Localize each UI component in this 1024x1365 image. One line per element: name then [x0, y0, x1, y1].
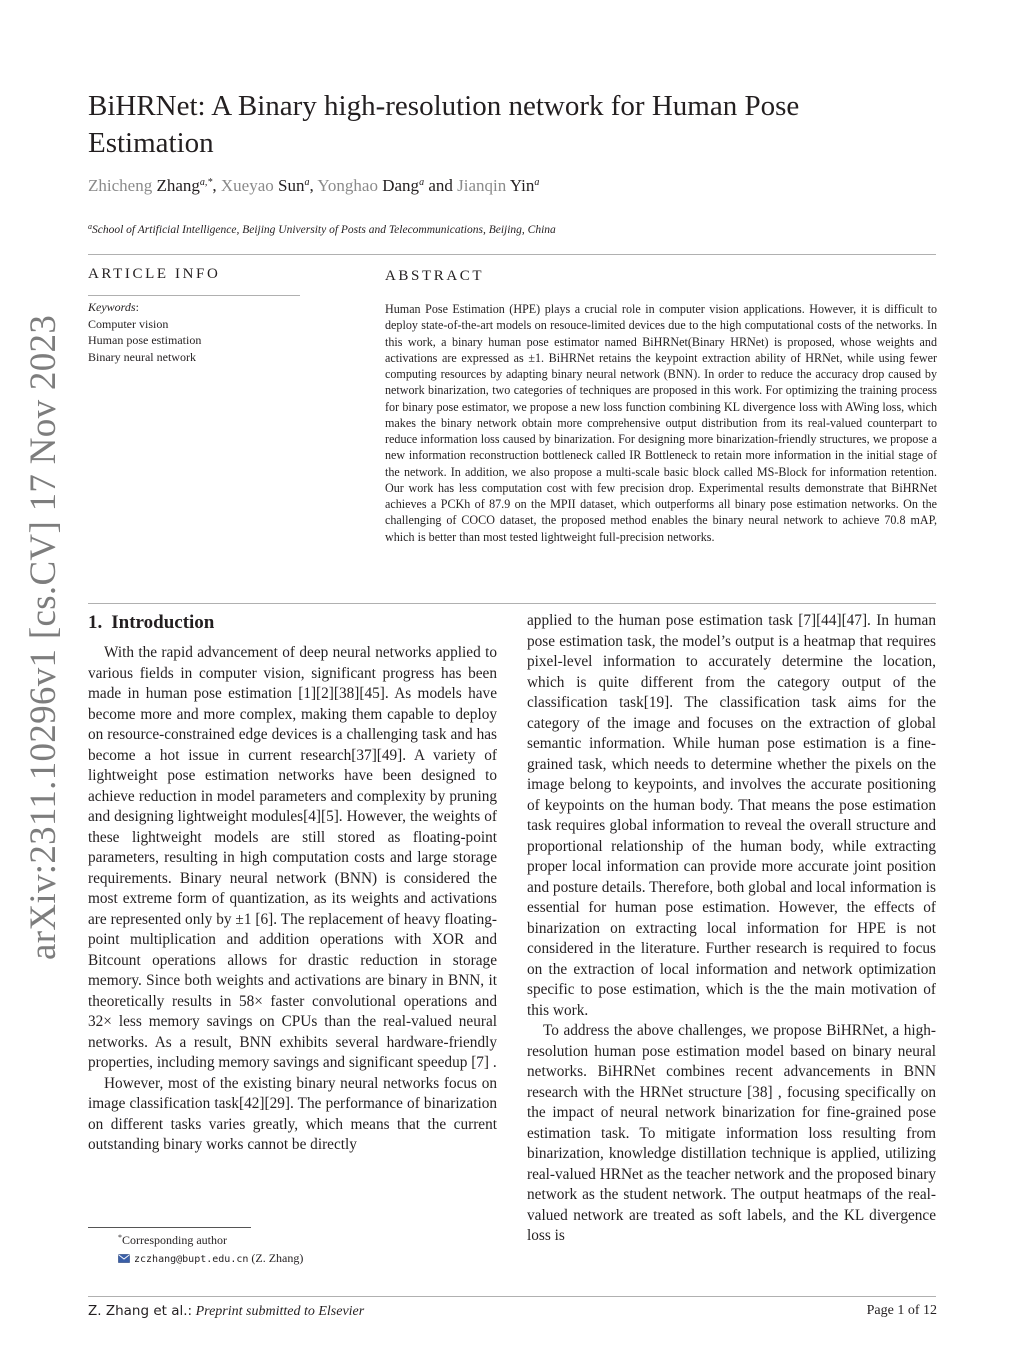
abstract-heading: ABSTRACT	[385, 268, 485, 284]
paper-title: BiHRNet: A Binary high-resolution network for Human Pose Estimation	[88, 90, 800, 159]
footnote-divider	[88, 1227, 251, 1228]
running-footer	[88, 1303, 364, 1320]
keywords-block	[88, 299, 201, 365]
keywords-label-colon: :	[135, 300, 139, 314]
section-heading-introduction	[88, 612, 214, 634]
keywords-label: Keywords	[88, 300, 136, 314]
author-separator: ,	[212, 176, 221, 195]
page-number: Page 1 of 12	[866, 1303, 937, 1318]
section-title: Introduction	[111, 612, 215, 633]
author-given-name: Xueyao	[220, 176, 274, 195]
footer-venue: Preprint submitted to Elsevier	[195, 1304, 365, 1319]
author-marks: a	[304, 177, 310, 188]
author[interactable]	[221, 176, 310, 195]
body-paragraph: However, most of the existing binary neural networks focus on image classification task[42][29]. The performance of binarization on different tasks varies greatly, which means that the current outstanding binary works cannot be directly	[88, 1074, 497, 1153]
footnote-mark: *	[118, 1233, 122, 1242]
article-info-divider	[88, 295, 300, 296]
author-marks: a,*	[199, 177, 213, 188]
footnote-label: Corresponding author	[122, 1233, 227, 1247]
author-separator: ,	[309, 176, 318, 195]
keyword[interactable]: Computer vision	[88, 316, 169, 331]
article-info-heading: ARTICLE INFO	[88, 266, 221, 282]
abstract-divider	[88, 603, 936, 604]
body-paragraph: To address the above challenges, we propose BiHRNet, a high-resolution human pose estimation model based on binary neural networks. BiHRNet combines recent advancements in BNN research with the HRNet structure [38] , focusing specifically on the impact of neural network binarization for fine-grained pose estimation task. To mitigate information loss resulting from binarization, knowledge distillation technique is applied, utilizing real-valued HRNet as the teacher network and the proposed binary network as the student network. The output heatmaps of the real-valued network are treated as soft labels, and the KL divergence loss is	[527, 1022, 936, 1244]
author-marks: a	[419, 177, 425, 188]
author[interactable]	[317, 176, 424, 195]
author-family-name: Sun	[278, 176, 305, 195]
author-given-name: Zhicheng	[88, 176, 153, 195]
section-number: 1.	[88, 612, 103, 633]
author-email-link[interactable]: zczhang@bupt.edu.cn	[134, 1254, 249, 1265]
author-given-name: Jianqin	[457, 176, 507, 195]
affiliation	[88, 222, 556, 236]
email-owner: (Z. Zhang)	[251, 1251, 304, 1265]
author-marks: a	[534, 177, 540, 188]
author[interactable]	[457, 176, 539, 195]
abstract-text: Human Pose Estimation (HPE) plays a crucial role in computer vision applications. However, it is difficult to deploy state-of-the-art models on resouce-limited devices due to the high computational costs of the networks. In this work, a binary human pose estimator named BiHRNet(Binary HRNet) is proposed, whose weights and activations are expressed as ±1. BiHRNet retains the keypoint extraction ability of HRNet, while using fewer computing resources by adapting binary neural network (BNN). In order to reduce the accuracy drop caused by network binarization, two categories of techniques are proposed in this work. For optimizing the training process for binary pose estimator, we propose a new loss function combining KL divergence loss with AWing loss, which makes the binary network obtain more comprehensive output distribution from its real-valued counterpart to reduce information loss caused by binarization. For designing more binarization-friendly structures, we propose a new information reconstruction bottleneck called IR Bottleneck to retain more information in the initial stage of the network. In addition, we also propose a multi-scale basic block called MS-Block for information retention. Our work has less computation cost with few precision drop. Experimental results demonstrate that BiHRNet achieves a PCKh of 87.9 on the MPII dataset, which outperforms all binary pose estimation networks. On the challenging of COCO dataset, the proposed method enables the binary neural network to achieve 70.8 mAP, which is better than most tested lightweight full-precision networks.	[385, 302, 937, 544]
left-column	[88, 643, 497, 1156]
body-paragraph: With the rapid advancement of deep neural networks applied to various fields in computer vision, significant progress has been made in human pose estimation [1][2][38][45]. As models have become more and more complex, making them capable to deploy on resource-constrained edge devices is a challenging task and has become a hot issue in current research[37][49]. A variety of lightweight pose estimation networks have been designed to achieve reduction in model parameters and complexity by pruning and designing lightweight modules[4][5]. However, the weights of these lightweight models are still stored as floating-point parameters, resulting in high computation costs and large storage requirements. Binary neural network (BNN) is considered the most extreme form of quantization, as its weights and activations are represented only by ±1 [6]. The replacement of heavy floating-point multiplication and addition operations with XOR and Bitcount operations allows for drastic reduction in storage memory. Since both weights and activations are binary in BNN, it theoretically results in 58× faster convolutional operations and 32× less memory savings on CPUs than the real-valued neural networks. As a result, BNN exhibits several hardware-friendly properties, including memory savings and significant speedup [7] .	[88, 644, 497, 1071]
author-family-name: Yin	[509, 176, 535, 195]
right-column	[527, 611, 936, 1247]
keywords-label-line	[88, 299, 201, 316]
author-separator: and	[424, 176, 458, 195]
author-given-name: Yonghao	[317, 176, 378, 195]
body-paragraph: applied to the human pose estimation task [7][44][47]. In human pose estimation task, the model’s output is a heatmap that requires pixel-level information to accurately determine the location, which is quite different from the category output of the classification task[19]. The classification task aims for the category of the image and focuses on the extraction of global semantic information. While human pose estimation is a fine-grained task, which needs to determine whether the pixels on the image belong to keypoints, and involves the accurate positioning of keypoints on the human body. That means the pose estimation task requires global information to reveal the overall structure and proportional relationship of the human body, while extracting proper local information can provide more accurate joint position and posture details. Therefore, both global and local information is essential for human pose estimation. However, the effects of binarization on extracting local information for HPE is not considered in the literature. Further research is required to focus on the extraction of local information and network optimization specific to pose estimation, which is the the main motivation of this work.	[527, 612, 936, 1019]
keyword[interactable]: Human pose estimation	[88, 333, 202, 347]
author-family-name: Dang	[382, 176, 420, 195]
keyword[interactable]: Binary neural network	[88, 349, 196, 364]
author-family-name: Zhang	[156, 176, 200, 195]
header-divider	[88, 254, 936, 255]
footer-authors: Z. Zhang et al.	[88, 1303, 188, 1319]
footer-colon: :	[187, 1303, 193, 1319]
author[interactable]	[88, 176, 212, 195]
affiliation-text: School of Artificial Intelligence, Beijing University of Posts and Telecommunications, Beijing, China	[92, 224, 556, 236]
email-footnote	[118, 1251, 303, 1266]
affiliation-mark: a	[88, 222, 92, 231]
arxiv-identifier-stamp: arXiv:2311.10296v1 [cs.CV] 17 Nov 2023	[23, 314, 64, 960]
corresponding-author-footnote	[118, 1233, 227, 1248]
envelope-icon	[118, 1254, 130, 1263]
author-list	[88, 176, 539, 196]
footer-divider	[88, 1296, 936, 1297]
